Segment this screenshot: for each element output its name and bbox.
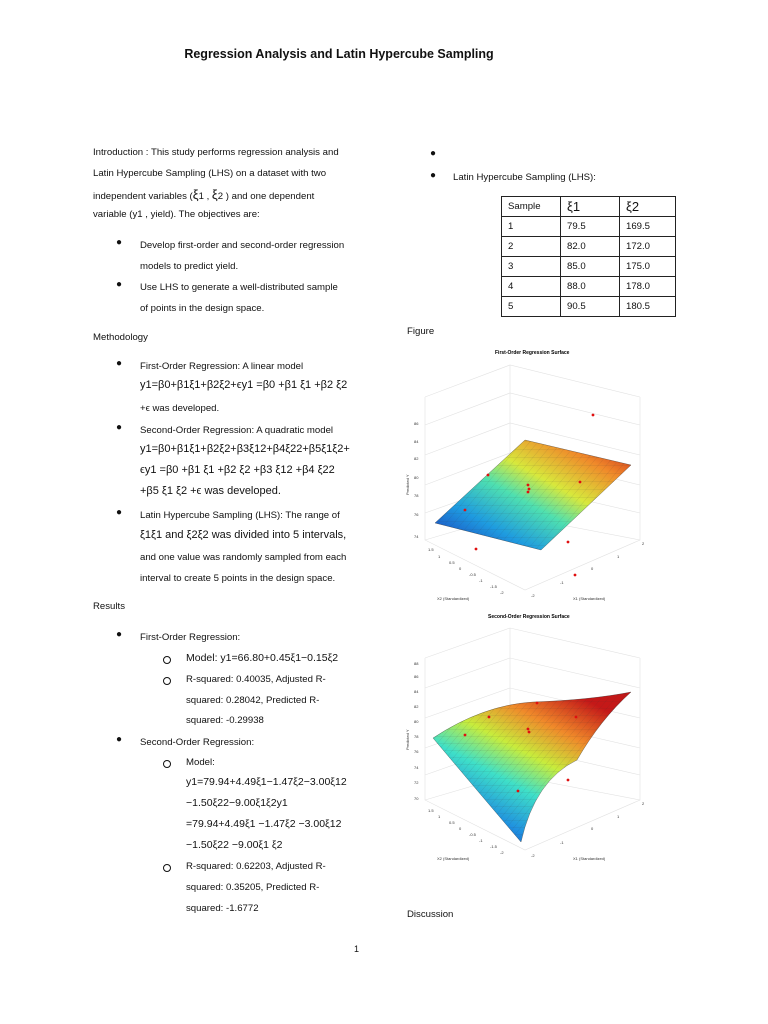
table-cell: 85.0 xyxy=(561,257,620,277)
table-cell: 2 xyxy=(502,237,561,257)
table-row xyxy=(502,217,676,237)
bullet-icon: ● xyxy=(116,358,123,369)
table-row xyxy=(502,297,676,317)
bullet-icon: ● xyxy=(116,507,123,518)
svg-text:78: 78 xyxy=(414,734,419,739)
svg-text:0: 0 xyxy=(591,826,594,831)
svg-text:-1: -1 xyxy=(479,838,483,843)
results-fo-r1: R-squared: 0.40035, Adjusted R- xyxy=(186,674,326,685)
table-cell: 5 xyxy=(502,297,561,317)
results-fo-r3: squared: -0.29938 xyxy=(186,715,264,726)
objective-2-line-1: Use LHS to generate a well-distributed sample xyxy=(140,282,338,293)
svg-text:74: 74 xyxy=(414,765,419,770)
svg-text:-1.5: -1.5 xyxy=(490,584,497,589)
svg-text:-2: -2 xyxy=(531,593,535,598)
results-so-m4: −1.50ξ22 −9.00ξ1 ξ2 xyxy=(186,839,283,851)
bullet-icon: ● xyxy=(430,170,437,181)
svg-text:1: 1 xyxy=(617,554,620,559)
x-tick-labels xyxy=(531,801,645,858)
svg-text:-1: -1 xyxy=(479,578,483,583)
lhs-label: Latin Hypercube Sampling (LHS): xyxy=(453,172,596,183)
discussion-heading: Discussion xyxy=(407,909,454,920)
intro-line-4: variable (y1 , yield). The objectives are: xyxy=(93,209,260,220)
svg-text:76: 76 xyxy=(414,749,419,754)
svg-text:86: 86 xyxy=(414,674,419,679)
plot-title: Second-Order Regression Surface xyxy=(488,614,570,620)
svg-text:1: 1 xyxy=(617,814,620,819)
results-so-r3: squared: -1.6772 xyxy=(186,903,259,914)
results-heading: Results xyxy=(93,601,125,612)
svg-text:1.5: 1.5 xyxy=(428,808,434,813)
table-cell: 82.0 xyxy=(561,237,620,257)
intro-line-3: independent variables (ξ1 , ξ2 ) and one dependent xyxy=(93,187,315,202)
table-cell: 90.5 xyxy=(561,297,620,317)
table-cell: 175.0 xyxy=(620,257,676,277)
svg-text:0: 0 xyxy=(459,566,462,571)
surface-mesh xyxy=(435,440,631,550)
results-so-model-label: Model: xyxy=(186,757,215,768)
table-header-cell: ξ1 xyxy=(561,197,620,217)
table-row xyxy=(502,257,676,277)
y-axis-label: X2 (Standardized) xyxy=(437,596,470,601)
table-header-cell: ξ2 xyxy=(620,197,676,217)
svg-text:82: 82 xyxy=(414,704,419,709)
table-row xyxy=(502,277,676,297)
method-lhs-line-3: and one value was randomly sampled from each xyxy=(140,552,347,563)
objective-1-line-1: Develop first-order and second-order regression xyxy=(140,240,345,251)
svg-text:-0.5: -0.5 xyxy=(469,572,476,577)
method-lhs-line-1: Latin Hypercube Sampling (LHS): The range of xyxy=(140,510,340,521)
y-tick-labels xyxy=(428,808,504,855)
svg-text:1.5: 1.5 xyxy=(428,547,434,552)
z-tick-labels xyxy=(414,661,419,801)
svg-text:86: 86 xyxy=(414,421,419,426)
results-so-r1: R-squared: 0.62203, Adjusted R- xyxy=(186,861,326,872)
table-row xyxy=(502,237,676,257)
y-axis-label: X2 (Standardized) xyxy=(437,856,470,861)
table-cell: 1 xyxy=(502,217,561,237)
svg-text:82: 82 xyxy=(414,456,419,461)
svg-text:-1: -1 xyxy=(560,840,564,845)
results-so-r2: squared: 0.35205, Predicted R- xyxy=(186,882,320,893)
methodology-heading: Methodology xyxy=(93,332,148,343)
y-tick-labels xyxy=(428,547,504,595)
second-order-surface-plot xyxy=(395,610,655,872)
x-axis-label: X1 (Standardized) xyxy=(573,856,606,861)
method-so-line-2: y1=β0+β1ξ1+β2ξ2+β3ξ12+β4ξ22+β5ξ1ξ2+ xyxy=(140,443,350,455)
svg-text:80: 80 xyxy=(414,475,419,480)
z-tick-labels xyxy=(414,421,419,539)
table-cell: 88.0 xyxy=(561,277,620,297)
bullet-icon: ● xyxy=(116,237,123,248)
method-so-line-1: Second-Order Regression: A quadratic model xyxy=(140,425,334,436)
svg-text:84: 84 xyxy=(414,689,419,694)
method-so-line-4: +β5 ξ1 ξ2 +ϵ was developed. xyxy=(140,485,281,497)
plot-title: First-Order Regression Surface xyxy=(495,350,570,356)
intro-line-1: Introduction : This study performs regression analysis and xyxy=(93,147,339,158)
z-axis-label: Predicted Y xyxy=(405,729,410,750)
table-cell: 3 xyxy=(502,257,561,277)
svg-text:-2: -2 xyxy=(500,590,504,595)
bullet-icon: ● xyxy=(116,629,123,640)
bullet-icon: ● xyxy=(430,148,437,159)
method-lhs-line-2: ξ1ξ1 and ξ2ξ2 was divided into 5 intervals, xyxy=(140,529,347,541)
svg-text:78: 78 xyxy=(414,493,419,498)
paper-title: Regression Analysis and Latin Hypercube Sampling xyxy=(184,47,494,61)
table-cell: 169.5 xyxy=(620,217,676,237)
circle-bullet-icon xyxy=(163,760,171,768)
circle-bullet-icon xyxy=(163,677,171,685)
figure-label: Figure xyxy=(407,326,435,337)
page-number: 1 xyxy=(354,944,360,954)
svg-text:-1.5: -1.5 xyxy=(490,844,497,849)
bullet-icon: ● xyxy=(116,734,123,745)
results-fo-label: First-Order Regression: xyxy=(140,632,241,643)
svg-text:2: 2 xyxy=(642,541,645,546)
bullet-icon: ● xyxy=(116,279,123,290)
svg-text:-2: -2 xyxy=(500,850,504,855)
results-fo-r2: squared: 0.28042, Predicted R- xyxy=(186,695,320,706)
circle-bullet-icon xyxy=(163,656,171,664)
results-so-m1: y1=79.94+4.49ξ1−1.47ξ2−3.00ξ12 xyxy=(186,776,347,788)
intro-line-2: Latin Hypercube Sampling (LHS) on a dataset with two xyxy=(93,168,327,179)
table-header-cell: Sample xyxy=(502,197,561,217)
x-tick-labels xyxy=(531,541,645,598)
svg-text:0.5: 0.5 xyxy=(449,820,455,825)
svg-text:-0.5: -0.5 xyxy=(469,832,476,837)
svg-text:0: 0 xyxy=(591,566,594,571)
svg-text:0: 0 xyxy=(459,826,462,831)
svg-text:2: 2 xyxy=(642,801,645,806)
results-so-m3: =79.94+4.49ξ1 −1.47ξ2 −3.00ξ12 xyxy=(186,818,342,830)
table-header-row xyxy=(502,197,676,217)
lhs-table xyxy=(501,196,676,317)
svg-text:1: 1 xyxy=(438,554,441,559)
method-fo-line-1: First-Order Regression: A linear model xyxy=(140,361,304,372)
surface-mesh xyxy=(433,692,631,842)
z-axis-label: Predicted Y xyxy=(405,474,410,495)
first-order-surface-plot xyxy=(395,345,655,610)
svg-text:88: 88 xyxy=(414,661,419,666)
table-cell: 4 xyxy=(502,277,561,297)
svg-text:74: 74 xyxy=(414,534,419,539)
method-fo-line-2: y1=β0+β1ξ1+β2ξ2+ϵy1 =β0 +β1 ξ1 +β2 ξ2 xyxy=(140,379,348,391)
objective-2-line-2: of points in the design space. xyxy=(140,303,265,314)
bullet-icon: ● xyxy=(116,422,123,433)
svg-text:1: 1 xyxy=(438,814,441,819)
method-so-line-3: ϵy1 =β0 +β1 ξ1 +β2 ξ2 +β3 ξ12 +β4 ξ22 xyxy=(140,464,335,476)
svg-text:80: 80 xyxy=(414,719,419,724)
results-so-m2: −1.50ξ22−9.00ξ1ξ2y1 xyxy=(186,797,288,809)
intro-label: Introduction : xyxy=(93,147,149,158)
svg-text:-1: -1 xyxy=(560,580,564,585)
svg-text:84: 84 xyxy=(414,439,419,444)
circle-bullet-icon xyxy=(163,864,171,872)
method-lhs-line-4: interval to create 5 points in the design space. xyxy=(140,573,336,584)
table-cell: 180.5 xyxy=(620,297,676,317)
objective-1-line-2: models to predict yield. xyxy=(140,261,239,272)
x-axis-label: X1 (Standardized) xyxy=(573,596,606,601)
results-fo-model: Model: y1=66.80+0.45ξ1−0.15ξ2 xyxy=(186,652,339,664)
results-so-label: Second-Order Regression: xyxy=(140,737,255,748)
table-cell: 178.0 xyxy=(620,277,676,297)
svg-text:76: 76 xyxy=(414,512,419,517)
svg-text:-2: -2 xyxy=(531,853,535,858)
method-fo-line-3: +ϵ was developed. xyxy=(140,403,220,414)
svg-text:70: 70 xyxy=(414,796,419,801)
svg-text:0.5: 0.5 xyxy=(449,560,455,565)
table-cell: 79.5 xyxy=(561,217,620,237)
table-cell: 172.0 xyxy=(620,237,676,257)
svg-text:72: 72 xyxy=(414,780,419,785)
